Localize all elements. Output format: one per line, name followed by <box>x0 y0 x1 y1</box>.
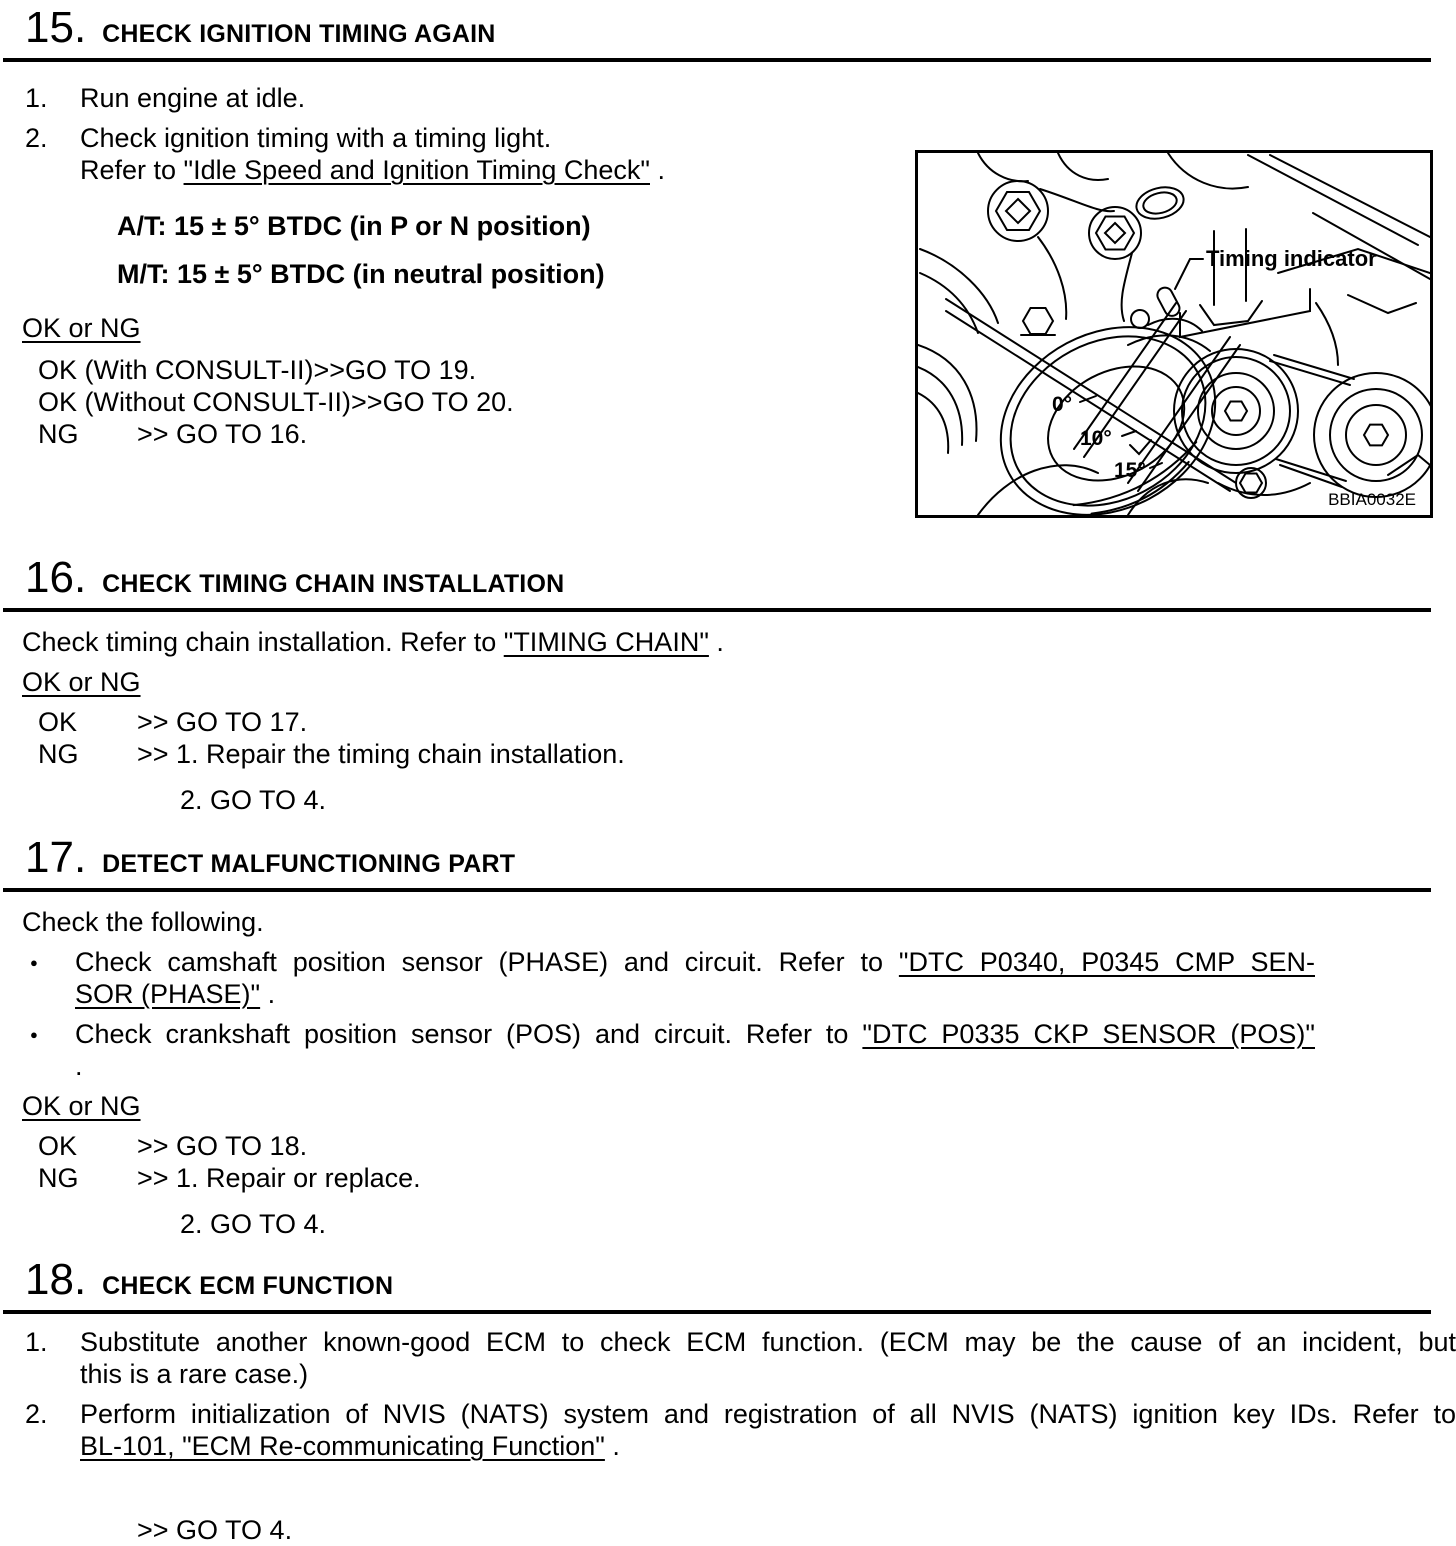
result-action: >> 1. Repair or replace. <box>137 1163 421 1193</box>
result-label: NG <box>38 1163 79 1193</box>
item-line: Substitute another known-good ECM to check ECM function. (ECM may be the cause of an incident, but <box>80 1327 1456 1357</box>
bullet-camshaft-sensor <box>30 946 1456 1010</box>
figure-label-timing-indicator: Timing indicator <box>1206 246 1377 271</box>
engine-line-art <box>918 153 1430 515</box>
step-18-number: 18. <box>25 1255 87 1304</box>
figure-deg-10: 10° <box>1080 427 1112 450</box>
result-label: NG <box>38 419 79 449</box>
item-text <box>80 1398 1456 1462</box>
bullet-line: . <box>75 1051 83 1081</box>
result-action: >> 1. Repair the timing chain installation. <box>137 739 625 769</box>
body-suffix: . <box>708 627 724 657</box>
result-label: OK <box>38 707 78 737</box>
divider <box>3 1310 1431 1314</box>
timing-indicator-figure <box>915 150 1433 518</box>
result-ng <box>38 738 1456 770</box>
spec-at: A/T: 15 ± 5° BTDC (in P or N position) <box>117 211 591 241</box>
item-number: 2. <box>25 123 48 153</box>
figure-deg-15: 15° <box>1114 459 1146 482</box>
ok-or-ng-heading <box>22 1090 1456 1122</box>
divider <box>3 608 1431 612</box>
result-ok-with-consult: OK (With CONSULT-II)>>GO TO 19. <box>38 355 477 385</box>
bullet-line-text: Check crankshaft position sensor (POS) and circuit. Refer to <box>75 1019 863 1049</box>
final-action: >> GO TO 4. <box>137 1515 293 1545</box>
bullet-line-suffix: . <box>260 979 276 1009</box>
ok-or-ng-label: OK or NG <box>22 313 141 343</box>
figure-deg-0: 0° <box>1052 393 1073 416</box>
result-label: NG <box>38 739 79 769</box>
item-text: Run engine at idle. <box>80 83 306 113</box>
result-ok <box>38 1130 1456 1162</box>
step-15-number: 15. <box>25 3 87 52</box>
item-number: 1. <box>25 1327 48 1357</box>
step-17-header <box>25 834 1456 882</box>
item-text <box>80 1326 1456 1390</box>
ok-or-ng-label: OK or NG <box>22 667 141 697</box>
step-16-title: CHECK TIMING CHAIN INSTALLATION <box>102 570 565 598</box>
step-15-header <box>25 0 1456 52</box>
step-18-header <box>25 1256 1456 1304</box>
link-dtc-p0340-p0345-cmp-sensor-phase[interactable]: "DTC P0340, P0345 CMP SEN- <box>898 947 1315 977</box>
ok-or-ng-heading <box>22 666 1456 698</box>
result-label: OK <box>38 1131 78 1161</box>
bullet-line <box>75 1018 1315 1050</box>
bullet-text <box>75 946 1315 1010</box>
link-dtc-p0335-ckp-sensor-pos[interactable]: "DTC P0335 CKP SENSOR (POS)" <box>862 1019 1315 1049</box>
step-18-title: CHECK ECM FUNCTION <box>102 1272 394 1300</box>
bullet-crankshaft-sensor <box>30 1018 1456 1082</box>
figure-artwork <box>978 153 1028 181</box>
bullet-icon: ● <box>30 955 38 970</box>
step-15-title: CHECK IGNITION TIMING AGAIN <box>102 20 496 48</box>
item-line <box>80 1430 1456 1462</box>
link-idle-speed-and-ignition-timing-check[interactable]: "Idle Speed and Ignition Timing Check" <box>183 155 650 185</box>
result-action: >> GO TO 17. <box>137 707 308 737</box>
result-ng-continued: 2. GO TO 4. <box>180 1209 327 1239</box>
step-18-item-1 <box>25 1326 1456 1390</box>
item-line: Perform initialization of NVIS (NATS) system and registration of all NVIS (NATS) ignition key IDs. Refer to <box>80 1399 1456 1429</box>
link-bl-101-ecm-re-communicating-function[interactable]: BL-101, "ECM Re-communicating Function" <box>80 1431 605 1461</box>
result-ok <box>38 706 1456 738</box>
step-17-number: 17. <box>25 833 87 882</box>
step-17-title: DETECT MALFUNCTIONING PART <box>102 850 516 878</box>
spec-mt: M/T: 15 ± 5° BTDC (in neutral position) <box>117 259 605 289</box>
item-line: this is a rare case.) <box>80 1359 309 1389</box>
bullet-line <box>75 946 1315 978</box>
item-line: Check ignition timing with a timing light. <box>80 123 552 153</box>
bullet-line-text: Check camshaft position sensor (PHASE) and circuit. Refer to <box>75 947 899 977</box>
refer-suffix: . <box>650 155 666 185</box>
link-timing-chain[interactable]: "TIMING CHAIN" <box>503 627 709 657</box>
result-action: >> GO TO 18. <box>137 1131 308 1161</box>
step-17-intro: Check the following. <box>22 907 264 937</box>
divider <box>3 888 1431 892</box>
ok-or-ng-label: OK or NG <box>22 1091 141 1121</box>
bullet-line <box>75 978 1315 1010</box>
result-ok-without-consult: OK (Without CONSULT-II)>>GO TO 20. <box>38 387 514 417</box>
result-action: >> GO TO 16. <box>137 419 308 449</box>
refer-prefix: Refer to <box>80 155 184 185</box>
result-ng <box>38 1162 1456 1194</box>
bullet-text <box>75 1018 1315 1082</box>
result-ng-continued: 2. GO TO 4. <box>180 785 327 815</box>
step-18-item-2 <box>25 1398 1456 1462</box>
body-text: Check timing chain installation. Refer to <box>22 627 504 657</box>
item-number: 1. <box>25 83 48 113</box>
figure-code: BBIA0032E <box>1328 490 1416 509</box>
item-number: 2. <box>25 1399 48 1429</box>
bullet-icon: ● <box>30 1027 38 1042</box>
link-dtc-p0340-p0345-cmp-sensor-phase[interactable]: SOR (PHASE)" <box>75 979 261 1009</box>
step-16-header <box>25 554 1456 602</box>
item-line-suffix: . <box>604 1431 620 1461</box>
step-16-number: 16. <box>25 553 87 602</box>
divider <box>3 58 1431 62</box>
step-16-body <box>22 626 1456 658</box>
step-15-item-1 <box>25 82 1456 114</box>
